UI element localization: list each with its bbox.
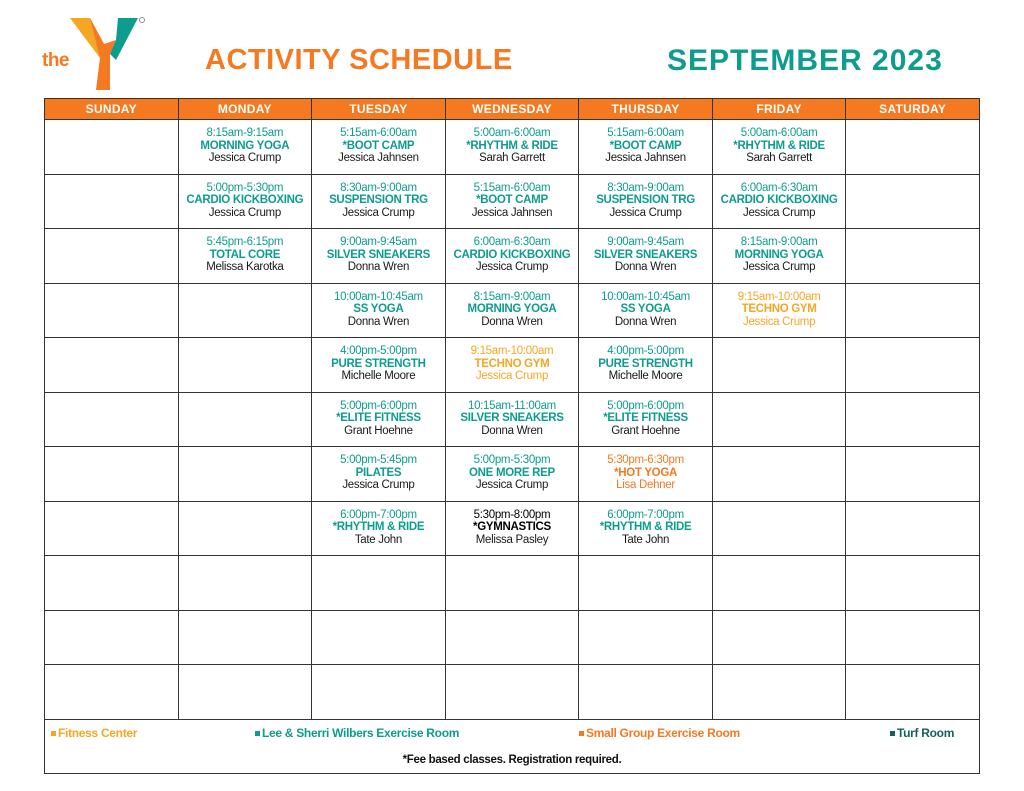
schedule-cell-friday xyxy=(712,610,846,665)
class-entry[interactable] xyxy=(312,175,445,220)
class-time: 10:00am-10:45am xyxy=(601,290,690,303)
class-name: TECHNO GYM xyxy=(741,303,817,315)
day-header-wednesday: WEDNESDAY xyxy=(445,99,579,120)
class-time: 5:30pm-6:30pm xyxy=(607,454,684,466)
class-entry[interactable] xyxy=(446,175,579,220)
schedule-cell-tuesday[interactable] xyxy=(312,392,446,447)
schedule-row xyxy=(45,556,980,611)
schedule-body xyxy=(45,120,980,720)
class-entry[interactable] xyxy=(179,120,312,165)
schedule-cell-monday xyxy=(178,447,312,502)
class-instructor: Donna Wren xyxy=(614,261,677,273)
schedule-cell-tuesday[interactable] xyxy=(312,501,446,556)
schedule-cell-thursday[interactable] xyxy=(579,174,713,229)
class-name: CARDIO KICKBOXING xyxy=(453,248,571,261)
class-time: 9:15am-10:00am xyxy=(737,290,821,303)
schedule-cell-saturday xyxy=(846,229,980,284)
class-name: SILVER SNEAKERS xyxy=(460,412,564,424)
class-instructor: Grant Hoehne xyxy=(611,424,680,437)
schedule-cell-tuesday[interactable] xyxy=(312,120,446,175)
class-name: *BOOT CAMP xyxy=(609,139,682,152)
class-time: 8:15am-9:00am xyxy=(473,290,551,303)
schedule-row xyxy=(45,392,980,447)
schedule-row xyxy=(45,229,980,284)
class-entry[interactable] xyxy=(579,284,712,329)
class-instructor: Donna Wren xyxy=(347,315,410,328)
day-header-saturday: SATURDAY xyxy=(846,99,980,120)
class-time: 8:15am-9:15am xyxy=(206,127,284,139)
class-name: TOTAL CORE xyxy=(209,248,281,261)
schedule-cell-friday xyxy=(712,338,846,393)
schedule-cell-thursday xyxy=(579,610,713,665)
class-entry[interactable] xyxy=(579,338,712,383)
class-instructor: Jessica Crump xyxy=(208,152,281,164)
legend-small-group xyxy=(579,726,740,740)
class-instructor: Jessica Crump xyxy=(743,315,816,328)
class-entry[interactable] xyxy=(446,284,579,329)
class-time: 4:00pm-5:00pm xyxy=(607,345,684,357)
schedule-cell-thursday xyxy=(579,556,713,611)
schedule-cell-sunday xyxy=(45,610,179,665)
schedule-cell-monday xyxy=(178,556,312,611)
schedule-cell-sunday xyxy=(45,447,179,502)
schedule-cell-tuesday[interactable] xyxy=(312,338,446,393)
day-header-tuesday: TUESDAY xyxy=(312,99,446,120)
schedule-cell-monday xyxy=(178,610,312,665)
schedule-cell-friday xyxy=(712,392,846,447)
class-entry[interactable] xyxy=(312,338,445,383)
legend-square-icon xyxy=(890,731,895,736)
schedule-cell-tuesday[interactable] xyxy=(312,229,446,284)
footer-note: *Fee based classes. Registration required. xyxy=(44,748,980,774)
class-time: 6:00pm-7:00pm xyxy=(607,508,684,521)
class-instructor: Sarah Garrett xyxy=(479,152,545,164)
schedule-cell-sunday xyxy=(45,665,179,720)
class-time: 9:15am-10:00am xyxy=(470,345,554,357)
class-instructor: Jessica Crump xyxy=(475,479,549,491)
schedule-cell-wednesday[interactable] xyxy=(445,501,579,556)
schedule-cell-monday[interactable] xyxy=(178,120,312,175)
class-entry[interactable] xyxy=(446,393,579,438)
class-entry[interactable] xyxy=(179,175,312,220)
schedule-row xyxy=(45,338,980,393)
legend-label: Small Group Exercise Room xyxy=(586,726,740,740)
schedule-cell-tuesday[interactable] xyxy=(312,283,446,338)
class-instructor: Donna Wren xyxy=(347,261,410,273)
class-instructor: Melissa Karotka xyxy=(206,261,284,273)
class-time: 5:00pm-6:00pm xyxy=(340,399,417,412)
page-title: ACTIVITY SCHEDULE xyxy=(205,44,513,76)
class-instructor: Michelle Moore xyxy=(608,370,683,382)
class-time: 6:00am-6:30am xyxy=(473,236,551,248)
schedule-cell-thursday xyxy=(579,665,713,720)
schedule-cell-wednesday[interactable] xyxy=(445,392,579,447)
class-entry[interactable] xyxy=(579,120,712,165)
schedule-cell-monday[interactable] xyxy=(178,229,312,284)
schedule-row xyxy=(45,283,980,338)
class-entry[interactable] xyxy=(579,393,712,438)
schedule-cell-tuesday xyxy=(312,610,446,665)
class-instructor: Jessica Jahnsen xyxy=(471,206,553,219)
class-instructor: Lisa Dehner xyxy=(616,479,675,491)
schedule-cell-saturday xyxy=(846,665,980,720)
class-entry[interactable] xyxy=(579,175,712,220)
month-title: SEPTEMBER 2023 xyxy=(667,44,943,77)
class-entry[interactable] xyxy=(579,229,712,274)
class-name: *HOT YOGA xyxy=(614,466,677,479)
legend-square-icon xyxy=(255,731,260,736)
class-entry[interactable] xyxy=(446,120,579,165)
class-name: PURE STRENGTH xyxy=(598,357,693,370)
schedule-cell-wednesday[interactable] xyxy=(445,174,579,229)
class-name: SS YOGA xyxy=(620,303,671,315)
class-name: TECHNO GYM xyxy=(474,357,550,370)
logo-text: the xyxy=(42,50,69,71)
schedule-cell-friday[interactable] xyxy=(712,283,846,338)
class-name: *ELITE FITNESS xyxy=(336,412,421,424)
schedule-cell-friday[interactable] xyxy=(712,120,846,175)
class-entry[interactable] xyxy=(312,447,445,492)
legend-square-icon xyxy=(579,731,584,736)
class-instructor: Jessica Crump xyxy=(743,206,816,219)
schedule-cell-monday xyxy=(178,501,312,556)
class-entry[interactable] xyxy=(179,229,312,274)
class-time: 5:00am-6:00am xyxy=(740,127,818,139)
class-time: 5:00pm-5:30pm xyxy=(206,181,284,194)
class-time: 9:00am-9:45am xyxy=(607,236,684,248)
class-entry[interactable] xyxy=(579,447,712,492)
schedule-row xyxy=(45,665,980,720)
schedule-row xyxy=(45,174,980,229)
schedule-cell-thursday[interactable] xyxy=(579,283,713,338)
legend-label: Lee & Sherri Wilbers Exercise Room xyxy=(262,726,460,740)
schedule-cell-wednesday xyxy=(445,665,579,720)
schedule-cell-thursday[interactable] xyxy=(579,447,713,502)
day-header-thursday: THURSDAY xyxy=(579,99,713,120)
class-instructor: Melissa Pasley xyxy=(475,533,549,546)
schedule-row xyxy=(45,447,980,502)
class-time: 5:30pm-8:00pm xyxy=(473,508,551,521)
class-instructor: Grant Hoehne xyxy=(344,424,413,437)
class-name: SUSPENSION TRG xyxy=(329,194,428,206)
schedule-cell-wednesday[interactable] xyxy=(445,120,579,175)
schedule-cell-sunday xyxy=(45,556,179,611)
class-time: 8:30am-9:00am xyxy=(607,181,684,194)
class-time: 5:00pm-5:30pm xyxy=(473,454,551,466)
class-entry[interactable] xyxy=(312,502,445,547)
schedule-row xyxy=(45,501,980,556)
schedule-cell-wednesday[interactable] xyxy=(445,283,579,338)
schedule-cell-friday xyxy=(712,556,846,611)
class-name: PURE STRENGTH xyxy=(331,357,426,370)
class-instructor: Donna Wren xyxy=(481,315,543,328)
schedule-row xyxy=(45,120,980,175)
schedule-cell-saturday xyxy=(846,283,980,338)
schedule-cell-wednesday xyxy=(445,610,579,665)
schedule-cell-wednesday xyxy=(445,556,579,611)
class-instructor: Jessica Crump xyxy=(609,206,682,219)
schedule-cell-saturday xyxy=(846,338,980,393)
class-name: *RHYTHM & RIDE xyxy=(466,139,558,152)
class-time: 5:00pm-6:00pm xyxy=(607,399,684,412)
schedule-cell-monday xyxy=(178,665,312,720)
class-instructor: Jessica Crump xyxy=(342,479,415,491)
schedule-cell-saturday xyxy=(846,174,980,229)
class-name: SILVER SNEAKERS xyxy=(326,248,431,261)
class-instructor: Jessica Crump xyxy=(208,206,281,219)
class-entry[interactable] xyxy=(713,229,846,274)
legend-label: Turf Room xyxy=(897,726,955,740)
schedule-cell-sunday xyxy=(45,392,179,447)
class-instructor: Jessica Crump xyxy=(743,261,816,273)
class-instructor: Michelle Moore xyxy=(341,370,416,382)
legend-square-icon xyxy=(51,731,56,736)
schedule-cell-tuesday[interactable] xyxy=(312,174,446,229)
legend-label: Fitness Center xyxy=(58,726,138,740)
class-entry[interactable] xyxy=(446,229,579,274)
class-instructor: Tate John xyxy=(621,533,670,546)
class-name: *RHYTHM & RIDE xyxy=(332,521,425,533)
class-instructor: Tate John xyxy=(354,533,402,546)
class-entry[interactable] xyxy=(713,284,846,329)
class-time: 10:15am-11:00am xyxy=(467,399,556,412)
schedule-cell-monday xyxy=(178,338,312,393)
class-time: 4:00pm-5:00pm xyxy=(340,345,417,357)
class-instructor: Sarah Garrett xyxy=(746,152,812,164)
class-instructor: Jessica Jahnsen xyxy=(605,152,686,164)
logo-y-right-arm xyxy=(110,18,138,60)
schedule-cell-sunday xyxy=(45,120,179,175)
class-time: 5:45pm-6:15pm xyxy=(206,236,284,248)
schedule-cell-wednesday[interactable] xyxy=(445,229,579,284)
class-name: CARDIO KICKBOXING xyxy=(720,194,838,206)
schedule-row xyxy=(45,610,980,665)
class-entry[interactable] xyxy=(713,120,846,165)
class-time: 9:00am-9:45am xyxy=(340,236,417,248)
schedule-cell-saturday xyxy=(846,610,980,665)
schedule-cell-saturday xyxy=(846,501,980,556)
class-time: 6:00am-6:30am xyxy=(740,181,818,194)
legend-lee-sherri xyxy=(255,726,459,740)
class-instructor: Jessica Crump xyxy=(475,370,549,382)
schedule-cell-saturday xyxy=(846,392,980,447)
schedule-cell-thursday[interactable] xyxy=(579,392,713,447)
class-time: 5:00pm-5:45pm xyxy=(340,454,417,466)
legend-fitness-center xyxy=(51,726,137,740)
class-time: 10:00am-10:45am xyxy=(333,290,423,303)
schedule-cell-saturday xyxy=(846,120,980,175)
schedule-cell-thursday[interactable] xyxy=(579,338,713,393)
class-name: ONE MORE REP xyxy=(469,466,555,479)
class-name: MORNING YOGA xyxy=(467,303,557,315)
schedule-cell-sunday xyxy=(45,283,179,338)
class-instructor: Donna Wren xyxy=(614,315,677,328)
class-entry[interactable] xyxy=(312,229,445,274)
schedule-cell-sunday xyxy=(45,174,179,229)
legend-row xyxy=(44,720,980,748)
class-time: 5:15am-6:00am xyxy=(607,127,684,139)
class-time: 8:15am-9:00am xyxy=(740,236,818,248)
class-time: 5:15am-6:00am xyxy=(473,181,551,194)
schedule-cell-tuesday xyxy=(312,665,446,720)
schedule-cell-monday[interactable] xyxy=(178,174,312,229)
day-header-sunday: SUNDAY xyxy=(45,99,179,120)
schedule-table xyxy=(44,98,980,720)
class-name: *GYMNASTICS xyxy=(473,521,551,533)
class-name: CARDIO KICKBOXING xyxy=(186,194,304,206)
class-time: 5:00am-6:00am xyxy=(473,127,551,139)
class-time: 6:00pm-7:00pm xyxy=(340,508,417,521)
schedule-cell-wednesday[interactable] xyxy=(445,338,579,393)
class-instructor: Jessica Crump xyxy=(342,206,415,219)
class-name: *RHYTHM & RIDE xyxy=(599,521,692,533)
class-entry[interactable] xyxy=(579,502,712,547)
schedule-cell-sunday xyxy=(45,501,179,556)
schedule-cell-friday xyxy=(712,665,846,720)
legend-turf xyxy=(890,726,954,740)
class-entry[interactable] xyxy=(446,338,579,383)
class-name: SUSPENSION TRG xyxy=(596,194,695,206)
schedule-cell-saturday xyxy=(846,556,980,611)
class-name: *BOOT CAMP xyxy=(476,194,548,206)
schedule-cell-thursday[interactable] xyxy=(579,229,713,284)
schedule-cell-friday[interactable] xyxy=(712,229,846,284)
class-name: MORNING YOGA xyxy=(200,139,290,152)
schedule-cell-tuesday[interactable] xyxy=(312,447,446,502)
class-name: *ELITE FITNESS xyxy=(603,412,688,424)
schedule-cell-thursday[interactable] xyxy=(579,501,713,556)
schedule-cell-thursday[interactable] xyxy=(579,120,713,175)
schedule-cell-wednesday[interactable] xyxy=(445,447,579,502)
schedule-cell-monday xyxy=(178,283,312,338)
class-entry[interactable] xyxy=(713,175,846,220)
class-time: 8:30am-9:00am xyxy=(340,181,417,194)
class-entry[interactable] xyxy=(446,502,579,547)
schedule-cell-friday xyxy=(712,501,846,556)
day-header-friday: FRIDAY xyxy=(712,99,846,120)
schedule-cell-sunday xyxy=(45,338,179,393)
class-entry[interactable] xyxy=(446,447,579,492)
class-name: *BOOT CAMP xyxy=(342,139,415,152)
schedule-cell-sunday xyxy=(45,229,179,284)
class-name: SILVER SNEAKERS xyxy=(593,248,698,261)
class-entry[interactable] xyxy=(312,284,445,329)
schedule-cell-friday[interactable] xyxy=(712,174,846,229)
class-entry[interactable] xyxy=(312,393,445,438)
day-header-row xyxy=(45,99,980,120)
schedule-cell-saturday xyxy=(846,447,980,502)
schedule-cell-friday xyxy=(712,447,846,502)
class-entry[interactable] xyxy=(312,120,445,165)
class-instructor: Donna Wren xyxy=(481,424,543,437)
class-time: 5:15am-6:00am xyxy=(340,127,417,139)
class-name: MORNING YOGA xyxy=(734,248,824,261)
class-name: PILATES xyxy=(355,466,402,479)
schedule-cell-monday xyxy=(178,392,312,447)
class-name: SS YOGA xyxy=(353,303,404,315)
class-name: *RHYTHM & RIDE xyxy=(733,139,825,152)
class-instructor: Jessica Crump xyxy=(475,261,549,273)
schedule-cell-tuesday xyxy=(312,556,446,611)
class-instructor: Jessica Jahnsen xyxy=(338,152,419,164)
day-header-monday: MONDAY xyxy=(178,99,312,120)
